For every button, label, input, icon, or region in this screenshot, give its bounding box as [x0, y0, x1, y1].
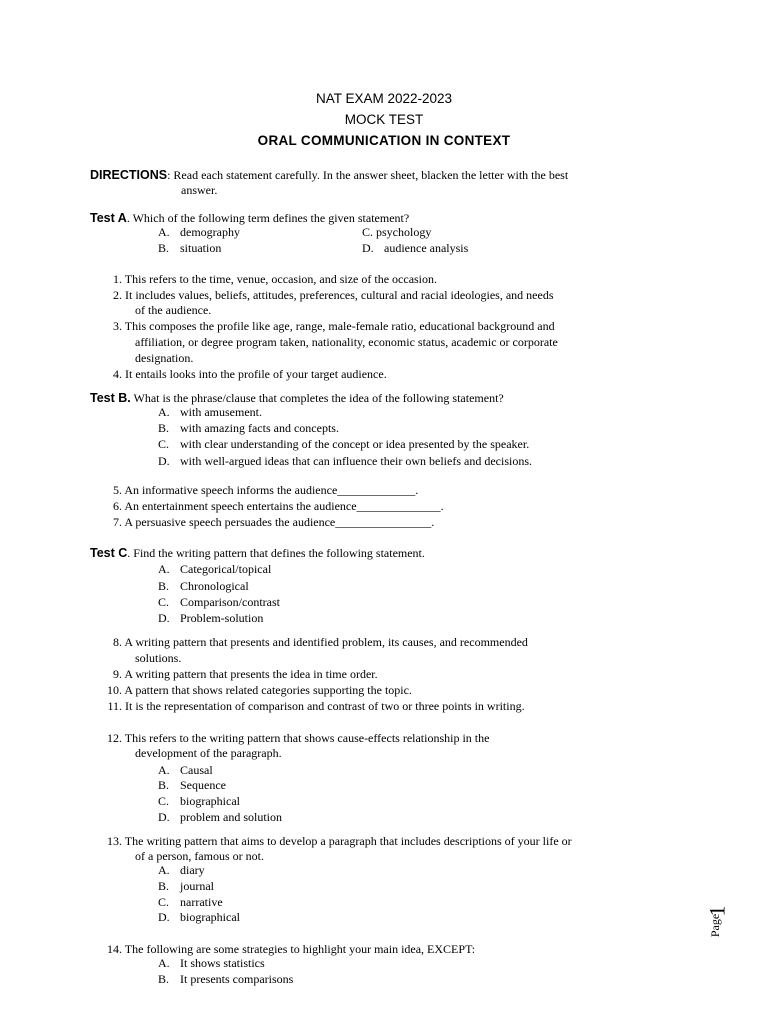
- question-item: [100, 514, 434, 530]
- question-text: An informative speech informs the audience_____________.: [124, 483, 419, 497]
- test-b-heading: [90, 390, 504, 406]
- choice-letter: C.: [362, 225, 374, 239]
- question-text-cont: development of the paragraph.: [135, 746, 282, 760]
- test-a-choice: [158, 224, 240, 240]
- question-number: 9.: [113, 667, 122, 681]
- question-number: 8.: [113, 635, 122, 649]
- question-text-cont: affiliation, or degree program taken, nationality, economic status, academic or corporate: [135, 335, 558, 349]
- choice-letter: A.: [158, 225, 170, 239]
- test-a-label: Test A: [90, 211, 127, 225]
- choice-text: journal: [180, 879, 214, 893]
- question-text: A writing pattern that presents the idea in time order.: [124, 667, 378, 681]
- page-number: [704, 900, 738, 950]
- choice-text: with well-argued ideas that can influence their own beliefs and decisions.: [180, 454, 532, 468]
- question-text: A persuasive speech persuades the audience________________.: [124, 515, 435, 529]
- choice-letter: D.: [158, 611, 170, 625]
- q13-choice: [158, 878, 214, 894]
- test-b-prompt: What is the phrase/clause that completes the idea of the following statement?: [130, 391, 504, 405]
- test-b-choice: [158, 404, 262, 420]
- question-number: 7.: [113, 515, 122, 529]
- question-item: [100, 271, 437, 287]
- question-item: [100, 318, 555, 334]
- choice-letter: A.: [158, 863, 170, 877]
- q12-choice: [158, 762, 213, 778]
- choice-letter: D.: [362, 241, 374, 255]
- choice-letter: A.: [158, 763, 170, 777]
- choice-text: Comparison/contrast: [180, 595, 280, 609]
- test-b-choice: [158, 453, 532, 469]
- question-text: This refers to the time, venue, occasion, and size of the occasion.: [124, 272, 438, 286]
- question-item: [100, 730, 489, 746]
- choice-text: psychology: [376, 225, 432, 239]
- choice-text: It shows statistics: [180, 956, 265, 970]
- choice-letter: A.: [158, 956, 170, 970]
- choice-letter: B.: [158, 579, 170, 593]
- choice-text: biographical: [180, 910, 240, 924]
- page-word: Page: [708, 913, 723, 938]
- directions: [90, 167, 568, 183]
- test-c-choice: [158, 594, 280, 610]
- question-item: [100, 366, 387, 382]
- choice-text: audience analysis: [384, 241, 469, 255]
- choice-text: Problem-solution: [180, 611, 264, 625]
- choice-letter: A.: [158, 562, 170, 576]
- test-a-prompt: . Which of the following term defines the given statement?: [126, 211, 410, 225]
- choice-letter: C.: [158, 437, 170, 451]
- question-text: The following are some strategies to highlight your main idea, EXCEPT:: [124, 942, 476, 956]
- question-text: A writing pattern that presents and identified problem, its causes, and recommended: [124, 635, 528, 649]
- question-number: 3.: [113, 319, 122, 333]
- question-item: [100, 833, 572, 849]
- test-c-choice: [158, 561, 271, 577]
- question-item: [100, 498, 444, 514]
- question-item: [100, 941, 475, 957]
- choice-text: Causal: [180, 763, 213, 777]
- q14-choice: [158, 971, 293, 987]
- exam-header: [0, 88, 768, 151]
- choice-text: Sequence: [180, 778, 226, 792]
- question-number: 6.: [113, 499, 122, 513]
- question-text-cont: solutions.: [135, 651, 182, 665]
- choice-letter: B.: [158, 972, 170, 986]
- choice-letter: B.: [158, 879, 170, 893]
- choice-letter: B.: [158, 241, 170, 255]
- test-b-choice: [158, 436, 529, 452]
- question-item: [100, 682, 412, 698]
- exam-subtitle: MOCK TEST: [344, 112, 424, 127]
- directions-text: : Read each statement carefully. In the answer sheet, blacken the letter with the best: [167, 168, 569, 182]
- question-number: 10.: [107, 683, 122, 697]
- test-a-choice: [362, 224, 431, 240]
- q12-choice: [158, 809, 282, 825]
- question-item: [100, 287, 554, 303]
- page-num: 1: [704, 905, 730, 917]
- test-a-choice: [158, 240, 221, 256]
- question-text: It entails looks into the profile of your target audience.: [125, 367, 387, 381]
- q14-choice: [158, 955, 265, 971]
- q13-choice: [158, 894, 223, 910]
- question-item: [100, 666, 378, 682]
- question-item: [100, 698, 525, 714]
- test-a-choice: [362, 240, 468, 256]
- test-c-heading: [90, 545, 425, 561]
- question-text: The writing pattern that aims to develop a paragraph that includes descriptions of your life or: [124, 834, 572, 848]
- choice-text: It presents comparisons: [180, 972, 294, 986]
- question-number: 5.: [113, 483, 122, 497]
- directions-text-cont: answer.: [181, 183, 218, 197]
- choice-text: Categorical/topical: [180, 562, 272, 576]
- question-text-cont: designation.: [135, 351, 194, 365]
- question-text: A pattern that shows related categories supporting the topic.: [124, 683, 412, 697]
- choice-text: diary: [180, 863, 205, 877]
- question-text-cont: of a person, famous or not.: [135, 849, 264, 863]
- question-number: 13.: [107, 834, 122, 848]
- question-item: [100, 634, 528, 650]
- choice-letter: C.: [158, 595, 170, 609]
- q12-choice: [158, 793, 240, 809]
- test-c-label: Test C: [90, 546, 128, 560]
- choice-text: Chronological: [180, 579, 249, 593]
- choice-letter: C.: [158, 895, 170, 909]
- choice-text: with amusement.: [180, 405, 262, 419]
- test-b-choice: [158, 420, 339, 436]
- question-number: 14.: [107, 942, 122, 956]
- choice-text: demography: [180, 225, 240, 239]
- question-number: 12.: [107, 731, 122, 745]
- choice-text: with amazing facts and concepts.: [180, 421, 339, 435]
- question-text-cont: of the audience.: [135, 303, 212, 317]
- question-number: 1.: [113, 272, 122, 286]
- q13-choice: [158, 862, 205, 878]
- question-text: This composes the profile like age, range, male-female ratio, educational background and: [124, 319, 555, 333]
- exam-subject: ORAL COMMUNICATION IN CONTEXT: [257, 133, 511, 148]
- question-number: 11.: [107, 699, 122, 713]
- directions-label: DIRECTIONS: [90, 168, 168, 182]
- question-text: It includes values, beliefs, attitudes, preferences, cultural and racial ideologies, and needs: [125, 288, 554, 302]
- test-b-label: Test B.: [90, 391, 131, 405]
- test-c-prompt: . Find the writing pattern that defines the following statement.: [127, 546, 425, 560]
- choice-text: situation: [180, 241, 222, 255]
- q13-choice: [158, 909, 240, 925]
- choice-letter: C.: [158, 794, 170, 808]
- question-text: This refers to the writing pattern that shows cause-effects relationship in the: [124, 731, 490, 745]
- choice-text: narrative: [180, 895, 223, 909]
- choice-letter: D.: [158, 810, 170, 824]
- q12-choice: [158, 777, 226, 793]
- choice-letter: B.: [158, 421, 170, 435]
- choice-letter: D.: [158, 910, 170, 924]
- test-c-choice: [158, 610, 263, 626]
- question-text: It is the representation of comparison and contrast of two or three points in writing.: [125, 699, 525, 713]
- choice-letter: A.: [158, 405, 170, 419]
- test-c-choice: [158, 578, 249, 594]
- choice-text: problem and solution: [180, 810, 282, 824]
- choice-letter: B.: [158, 778, 170, 792]
- question-text: An entertainment speech entertains the audience______________.: [124, 499, 444, 513]
- choice-text: biographical: [180, 794, 240, 808]
- question-number: 4.: [113, 367, 122, 381]
- question-number: 2.: [113, 288, 122, 302]
- choice-text: with clear understanding of the concept or idea presented by the speaker.: [180, 437, 530, 451]
- question-item: [100, 482, 418, 498]
- choice-letter: D.: [158, 454, 170, 468]
- exam-title: NAT EXAM 2022-2023: [315, 91, 453, 106]
